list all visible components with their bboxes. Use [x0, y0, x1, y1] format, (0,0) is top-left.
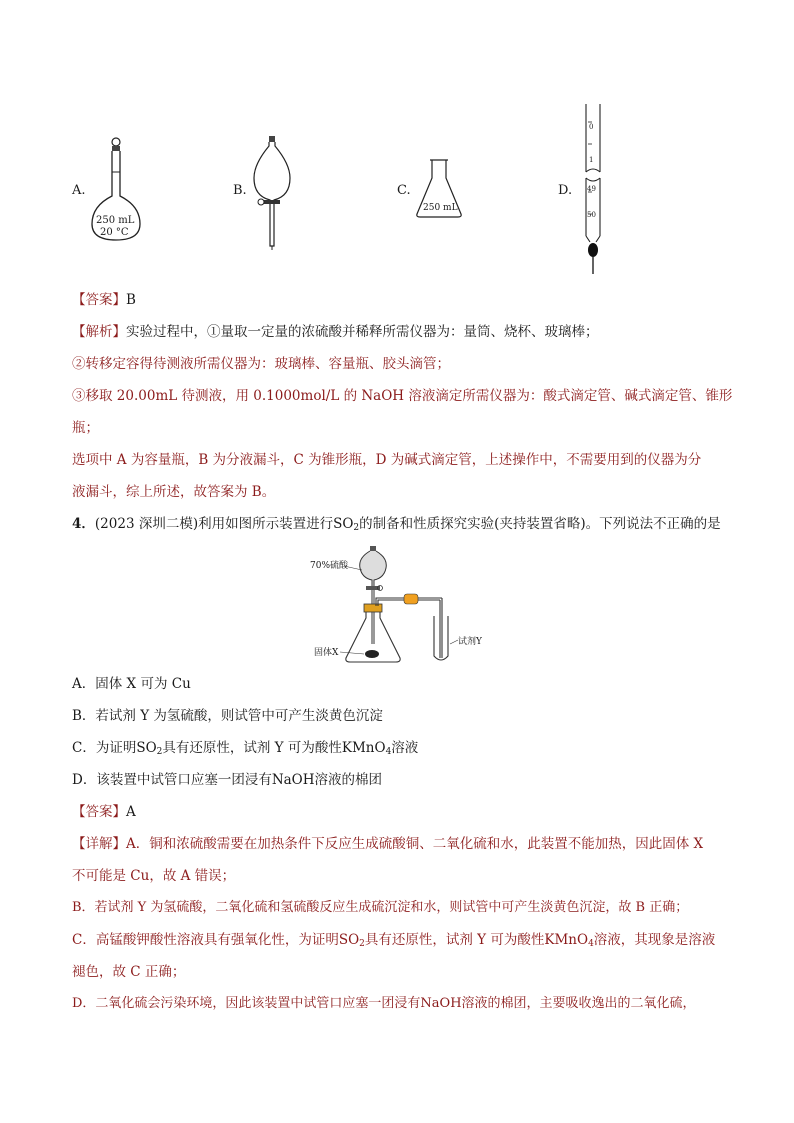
q4-stem-sub: 2 — [353, 523, 360, 533]
q4-answer-tag: 【答案】 — [72, 804, 126, 820]
q3-analysis-line-4: 瓶； — [72, 420, 99, 436]
detail-c1-sub2: 4 — [588, 939, 594, 949]
burette-scale-49: 49 — [587, 185, 596, 193]
reagent-label: 试剂Y — [458, 637, 482, 647]
detail-c1-mid: 具有还原性，试剂 Y 可为酸性KMnO — [364, 932, 589, 948]
q4-detail-line-1 — [72, 834, 703, 854]
q4-option-c-post: 溶液 — [391, 740, 419, 756]
q4-option-a: A．固体 X 可为 Cu — [72, 676, 191, 692]
detail-a1: A．铜和浓硫酸需要在加热条件下反应生成硫酸铜、二氧化硫和水，此装置不能加热，因此固体 X — [126, 836, 704, 852]
q4-option-c-mid: 具有还原性，试剂 Y 可为酸性KMnO — [162, 740, 386, 756]
burette-scale-50: 50 — [587, 211, 596, 219]
q4-detail-line-5: 褪色，故 C 正确； — [72, 964, 186, 980]
q4-detail-line-6: D．二氧化硫会污染环境，因此该装置中试管口应塞一团浸有NaOH溶液的棉团，主要吸收逸出的二氧化硫， — [72, 996, 696, 1011]
q4-detail-line-3: B．若试剂 Y 为氢硫酸，二氧化硫和氢硫酸反应生成硫沉淀和水，则试管中可产生淡黄色沉淀，故 B 正确； — [72, 900, 689, 915]
q4-stem — [72, 514, 721, 538]
q4-stem-pre: (2023 深圳二模)利用如图所示装置进行SO — [94, 516, 354, 532]
q4-option-c-sub2: 4 — [385, 747, 392, 757]
option-d-label: D. — [558, 183, 573, 198]
q4-option-b: B．若试剂 Y 为氢硫酸，则试管中可产生淡黄色沉淀 — [72, 708, 383, 724]
analysis-tag: 【解析】 — [72, 324, 126, 340]
flask-temp-text: 20 °C — [100, 227, 129, 238]
burette-scale-1: 1 — [589, 156, 594, 164]
q4-detail-line-2: 不可能是 Cu，故 A 错误； — [72, 868, 236, 884]
q3-analysis-line-5: 选项中 A 为容量瓶，B 为分液漏斗，C 为锥形瓶，D 为碱式滴定管，上述操作中，不需要用到的仪器为分 — [72, 452, 702, 468]
conical-flask-text: 250 mL — [423, 203, 458, 213]
analysis-text: 实验过程中，①量取一定量的浓硫酸并稀释所需仪器为：量筒、烧杯、玻璃棒； — [126, 324, 599, 340]
answer-tag: 【答案】 — [72, 292, 126, 308]
q4-answer-value: A — [126, 804, 136, 820]
question-number: 4． — [72, 516, 95, 532]
q3-analysis-line-6: 液漏斗，综上所述，故答案为 B。 — [72, 484, 276, 500]
detail-c1-sub: 2 — [359, 939, 365, 949]
solid-label: 固体X — [314, 648, 339, 658]
detail-c1-pre: C．高锰酸钾酸性溶液具有强氧化性，为证明SO — [72, 932, 360, 948]
separatory-funnel-image — [250, 134, 296, 252]
detail-tag: 【详解】 — [72, 836, 126, 852]
q4-option-c — [72, 738, 418, 762]
burette-scale-0: 0 — [589, 123, 594, 131]
q3-analysis-line-1 — [72, 322, 599, 342]
q4-option-c-sub: 2 — [156, 747, 163, 757]
q3-answer-line — [72, 290, 136, 310]
q4-detail-line-4 — [72, 930, 715, 954]
q4-option-d: D．该装置中试管口应塞一团浸有NaOH溶液的棉团 — [72, 772, 383, 788]
q4-answer-line — [72, 802, 136, 822]
q3-analysis-line-2: ②转移定容得待测液所需仪器为：玻璃棒、容量瓶、胶头滴管； — [72, 356, 450, 372]
option-b-label: B. — [233, 183, 247, 198]
answer-value: B — [126, 292, 136, 308]
q3-analysis-line-3: ③移取 20.00mL 待测液，用 0.1000mol/L 的 NaOH 溶液滴定所需仪器为：酸式滴定管、碱式滴定管、锥形 — [72, 388, 733, 404]
option-a-label: A. — [72, 183, 86, 198]
option-c-label: C. — [397, 183, 411, 198]
flask-volume-text: 250 mL — [96, 215, 135, 226]
q4-option-c-pre: C．为证明SO — [72, 740, 157, 756]
acid-label: 70%硫酸 — [310, 561, 349, 571]
detail-c1-post: 溶液，其现象是溶液 — [593, 932, 716, 948]
q4-stem-post: 的制备和性质探究实验(夹持装置省略)。下列说法不正确的是 — [359, 516, 721, 532]
